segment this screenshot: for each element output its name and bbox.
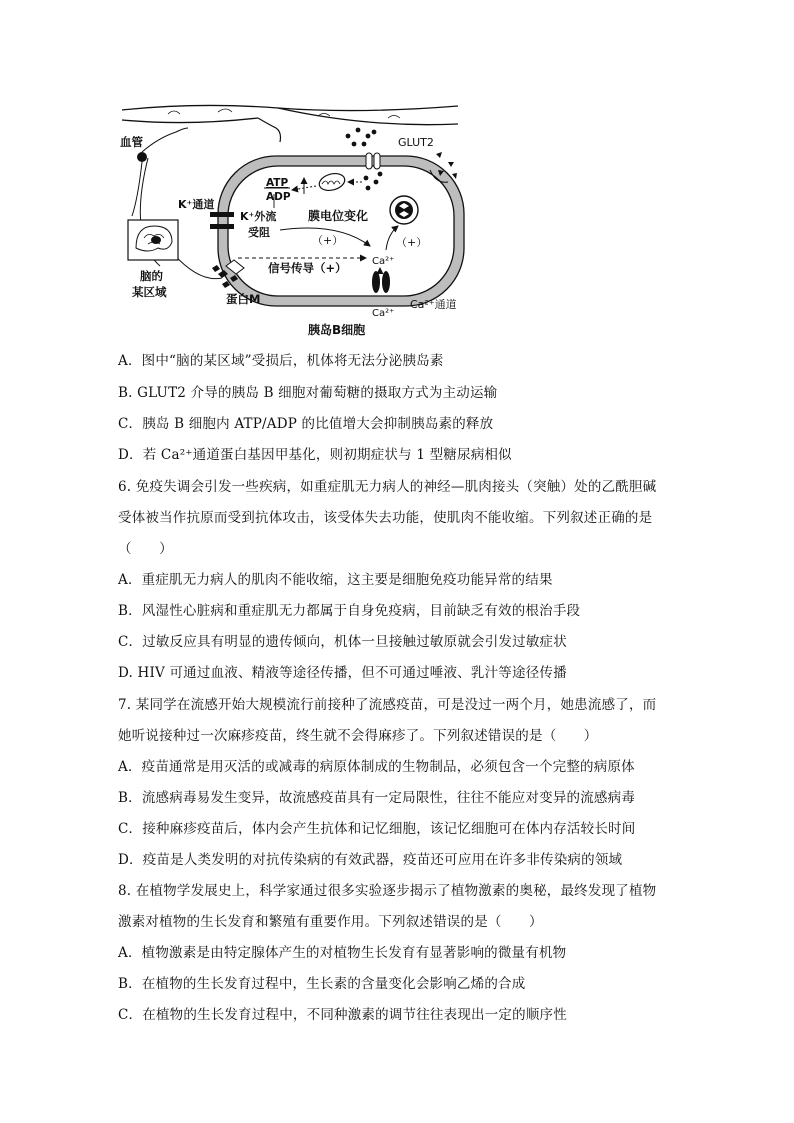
figure-caption: 胰岛B细胞 (308, 323, 366, 337)
plus-label-2: （+） (396, 236, 428, 249)
glut2-label: GLUT2 (398, 136, 434, 149)
q6-answer-blank: （ ） (118, 541, 173, 557)
q7-stem-line-2: 她听说接种过一次麻疹疫苗，终生就不会得麻疹了。下列叙述错误的是（ ） (118, 728, 598, 744)
q6-option-b: B．风湿性心脏病和重症肌无力都属于自身免疫病，目前缺乏有效的根治手段 (118, 603, 581, 619)
brain-region-label-2: 某区域 (132, 285, 167, 299)
q8-stem-line-2: 激素对植物的生长发育和繁殖有重要作用。下列叙述错误的是（ ） (118, 914, 543, 930)
q8-option-a: A．植物激素是由特定腺体产生的对植物生长发育有显著影响的微量有机物 (118, 945, 567, 961)
atp-label: ATP (266, 177, 289, 189)
glucose-dots-outside (346, 128, 377, 147)
q6-option-c: C．过敏反应具有明显的遗传倾向，机体一旦接触过敏原就会引发过敏症状 (118, 634, 567, 650)
membrane-potential-label: 膜电位变化 (308, 209, 369, 223)
q6-stem-line-2: 受体被当作抗原而受到抗体攻击，该受体失去功能，使肌肉不能收缩。下列叙述正确的是 (118, 510, 653, 526)
q5-option-c: C．胰岛 B 细胞内 ATP/ADP 的比值增大会抑制胰岛素的释放 (118, 416, 494, 432)
k-channel-label: K⁺通道 (178, 198, 215, 211)
pancreatic-b-cell-diagram (118, 98, 478, 342)
ca-channel-label: Ca²⁺通道 (410, 298, 457, 311)
protein-m-label: 蛋白M (226, 292, 261, 306)
q8-option-b: B．在植物的生长发育过程中，生长素的含量变化会影响乙烯的合成 (118, 976, 526, 992)
plus-label-1: （+） (312, 234, 344, 247)
q7-option-b: B．流感病毒易发生变异，故流感疫苗具有一定局限性，往往不能应对变异的流感病毒 (118, 790, 636, 806)
insulin-granule-icon (390, 196, 418, 224)
q6-option-a: A．重症肌无力病人的肌肉不能收缩，这主要是细胞免疫功能异常的结果 (118, 572, 553, 588)
blood-vessel-label: 血管 (120, 135, 143, 149)
adp-label: ADP (266, 191, 291, 203)
q7-option-a: A．疫苗通常是用灭活的或减毒的病原体制成的生物制品，必须包含一个完整的病原体 (118, 759, 635, 775)
q8-stem-line-1: 8. 在植物学发展史上，科学家通过很多实验逐步揭示了植物激素的奥秘，最终发现了植物 (118, 883, 657, 899)
brain-region-label-1: 脑的 (140, 269, 163, 283)
q6-stem-line-1: 6. 免疫失调会引发一些疾病，如重症肌无力病人的神经—肌肉接头（突触）处的乙酰胆碱 (118, 479, 657, 495)
blocked-label: 受阻 (248, 226, 270, 239)
k-efflux-label: K⁺外流 (240, 210, 277, 223)
q7-option-d: D．疫苗是人类发明的对抗传染病的有效武器，疫苗还可应用在许多非传染病的领域 (118, 852, 623, 868)
q7-option-c: C．接种麻疹疫苗后，体内会产生抗体和记忆细胞，该记忆细胞可在体内存活较长时间 (118, 821, 636, 837)
q5-option-b: B. GLUT2 介导的胰岛 B 细胞对葡萄糖的摄取方式为主动运输 (118, 385, 498, 401)
q5-option-a: A．图中“脑的某区域”受损后，机体将无法分泌胰岛素 (118, 353, 444, 369)
brain-icon (128, 220, 178, 260)
q7-stem-line-1: 7. 某同学在流感开始大规模流行前接种了流感疫苗，可是没过一两个月，她患流感了，而 (118, 697, 657, 713)
q8-option-c: C．在植物的生长发育过程中，不同种激素的调节往往表现出一定的顺序性 (118, 1007, 567, 1023)
signal-label: 信号传导（+） (268, 261, 347, 275)
q6-option-d: D. HIV 可通过血液、精液等途径传播，但不可通过唾液、乳汁等途径传播 (118, 665, 567, 681)
ca-outside-label: Ca²⁺ (372, 308, 395, 319)
ca-inside-label: Ca²⁺ (372, 256, 395, 267)
q5-option-d: D．若 Ca²⁺通道蛋白基因甲基化，则初期症状与 1 型糖尿病相似 (118, 447, 512, 463)
